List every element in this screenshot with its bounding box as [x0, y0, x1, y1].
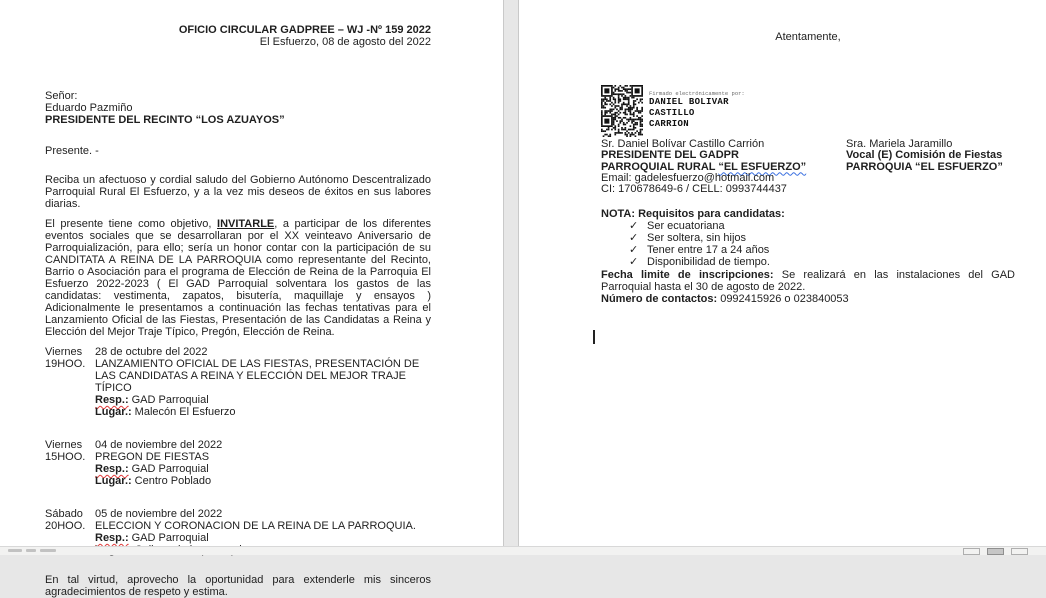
event-date: 04 de noviembre del 2022 [95, 439, 223, 451]
requirement-text: Ser soltera, sin hijos [647, 232, 747, 245]
contacts-line [601, 293, 1015, 305]
invitation-paragraph [45, 218, 431, 338]
recipient-name: Eduardo Pazmiño [45, 102, 133, 114]
paragraph-text: El presente tiene como objetivo, [45, 218, 218, 230]
event-title: PREGON DE FIESTAS [95, 451, 210, 463]
status-text-stub [26, 549, 36, 552]
signer-right-org: PARROQUIA “EL ESFUERZO” [846, 160, 1003, 173]
invitarle-emphasis: INVITARLE [217, 218, 275, 230]
greeting-paragraph: Reciba un afectuoso y cordial saludo del Gobierno Autónomo Descentralizado Parroquial Rural El Esfuerzo, y a la vez mis deseos de éxitos en sus labores diarias. [45, 174, 431, 210]
requirement-text: Tener entre 17 a 24 años [647, 244, 770, 257]
status-bar [0, 546, 1046, 555]
lugar-label: Lugar.: [95, 475, 132, 487]
letter-reference-number: OFICIO CIRCULAR GADPREE – WJ -Nº 159 2022 [178, 24, 431, 36]
deadline-paragraph [601, 269, 1015, 293]
signer-left-block [601, 139, 846, 195]
event-title: ELECCION Y CORONACION DE LA REINA DE LA PARROQUIA. [95, 520, 416, 532]
status-text-stub [40, 549, 56, 552]
nota-section [601, 208, 1015, 268]
event-date: 05 de noviembre del 2022 [95, 508, 223, 520]
signer-left-contact: CI: 170678649-6 / CELL: 0993744437 [601, 183, 787, 196]
requirement-item [601, 232, 1015, 244]
salute-line: Atentamente, [775, 31, 841, 43]
event-resp: GAD Parroquial [131, 463, 209, 475]
event-time: 15HOO. [45, 451, 86, 463]
signer-name-line: DANIEL BOLIVAR [649, 97, 729, 107]
signer-name-line: CASTILLO [649, 108, 695, 118]
qr-code-icon [601, 85, 643, 137]
text-cursor [593, 330, 595, 344]
event-date: 28 de octubre del 2022 [95, 346, 208, 358]
print-layout-button[interactable] [987, 548, 1004, 555]
electronic-signature-stamp [601, 85, 1015, 137]
signer-right-block [846, 139, 1015, 195]
requirement-text: Ser ecuatoriana [647, 220, 725, 233]
nota-title: NOTA: Requisitos para candidatas: [601, 208, 785, 221]
presente-line: Presente. - [45, 145, 99, 157]
requirement-item [601, 256, 1015, 268]
event-entry [45, 346, 431, 418]
closing-paragraph: En tal virtud, aprovecho la oportunidad para extenderle mis sinceros agradecimientos de respeto y estima. [45, 574, 431, 598]
paragraph-text: , a participar de los diferentes eventos sociales que se desarrollaran por el XX veinteavo Aniversario de Parroquialización, para ello; sería un honor contar con la participación de su CANDITATA A REINA DE LA PARROQUIA como representante del Recinto, Barrio o Asociación para el programa de Elección de Reina de la Parroquia El Esfuerzo 2022-2023 ( El GAD Parroquial solventara los gastos de las candidatas: vestimenta, zapatos, bisutería, maquillaje y ensayos ) Adicionalmente le presentamos a continuación las fechas tentativas para el Lanzamiento Oficial de las Fiestas, Presentación de las Candidatas a Reina y Elección del Mejor Traje Típico, Pregón, Elección de Reina. [45, 218, 431, 338]
event-title: LANZAMIENTO OFICIAL DE LAS FIESTAS, PRESENTACIÓN DE LAS CANDIDATAS A REINA Y ELECCIÓN DEL MEJOR TRAJE TÍPICO [95, 358, 420, 394]
event-time: 19HOO. [45, 358, 86, 370]
status-text-stub [8, 549, 22, 552]
read-mode-button[interactable] [963, 548, 980, 555]
requirement-item [601, 244, 1015, 256]
event-day: Sábado [45, 508, 83, 520]
signer-left-email: Email: gadelesfuerzo@hotmail.com [601, 171, 775, 184]
org-name: “EL ESFUERZO” [718, 160, 807, 173]
requirement-text: Disponibilidad de tiempo. [647, 256, 770, 269]
stamp-caption: Firmado electrónicamente por: [649, 90, 745, 97]
event-time: 20HOO. [45, 520, 86, 532]
checkmark-icon: ✓ [629, 220, 639, 233]
signer-left-title: PRESIDENTE DEL GADPR [601, 149, 739, 162]
signer-left-name: Sr. Daniel Bolívar Castillo Carrión [601, 138, 765, 150]
event-resp: GAD Parroquial [131, 394, 209, 406]
lugar-label: Lugar.: [95, 406, 132, 418]
checkmark-icon: ✓ [629, 232, 639, 245]
requirement-item [601, 220, 1015, 232]
event-day: Viernes [45, 439, 83, 451]
event-day: Viernes [45, 346, 83, 358]
document-page-2[interactable] [518, 0, 1046, 547]
signature-columns [601, 139, 1015, 195]
event-entry [45, 439, 431, 487]
event-lugar: Centro Poblado [134, 475, 212, 487]
deadline-label: Fecha limite de inscripciones: [601, 269, 774, 282]
recipient-salutation: Señor: [45, 90, 78, 102]
contacts-numbers: 0992415926 o 023840053 [717, 293, 849, 306]
resp-label: Resp.: [95, 463, 129, 475]
checkmark-icon: ✓ [629, 256, 639, 269]
document-page-1[interactable] [0, 0, 504, 598]
signer-name-line: CARRION [649, 119, 689, 129]
event-lugar: Malecón El Esfuerzo [134, 406, 236, 418]
org-text: PARROQUIAL RURAL [601, 160, 719, 173]
web-layout-button[interactable] [1011, 548, 1028, 555]
recipient-title: PRESIDENTE DEL RECINTO “LOS AZUAYOS” [45, 114, 285, 126]
resp-label: Resp.: [95, 532, 129, 544]
contacts-label: Número de contactos: [601, 293, 718, 306]
letter-header [45, 24, 431, 48]
signer-right-name: Sra. Mariela Jaramillo [846, 138, 953, 150]
stamp-text [649, 85, 745, 130]
event-schedule [45, 346, 431, 556]
deadline-text: Se realizará en las instalaciones del GAD Parroquial hasta el 30 de agosto de 2022. [601, 269, 1015, 294]
event-resp: GAD Parroquial [131, 532, 209, 544]
signer-right-title: Vocal (E) Comisión de Fiestas [846, 149, 1003, 162]
letter-date-line: El Esfuerzo, 08 de agosto del 2022 [259, 36, 431, 48]
checkmark-icon: ✓ [629, 244, 639, 257]
recipient-block [45, 90, 431, 126]
resp-label: Resp.: [95, 394, 129, 406]
